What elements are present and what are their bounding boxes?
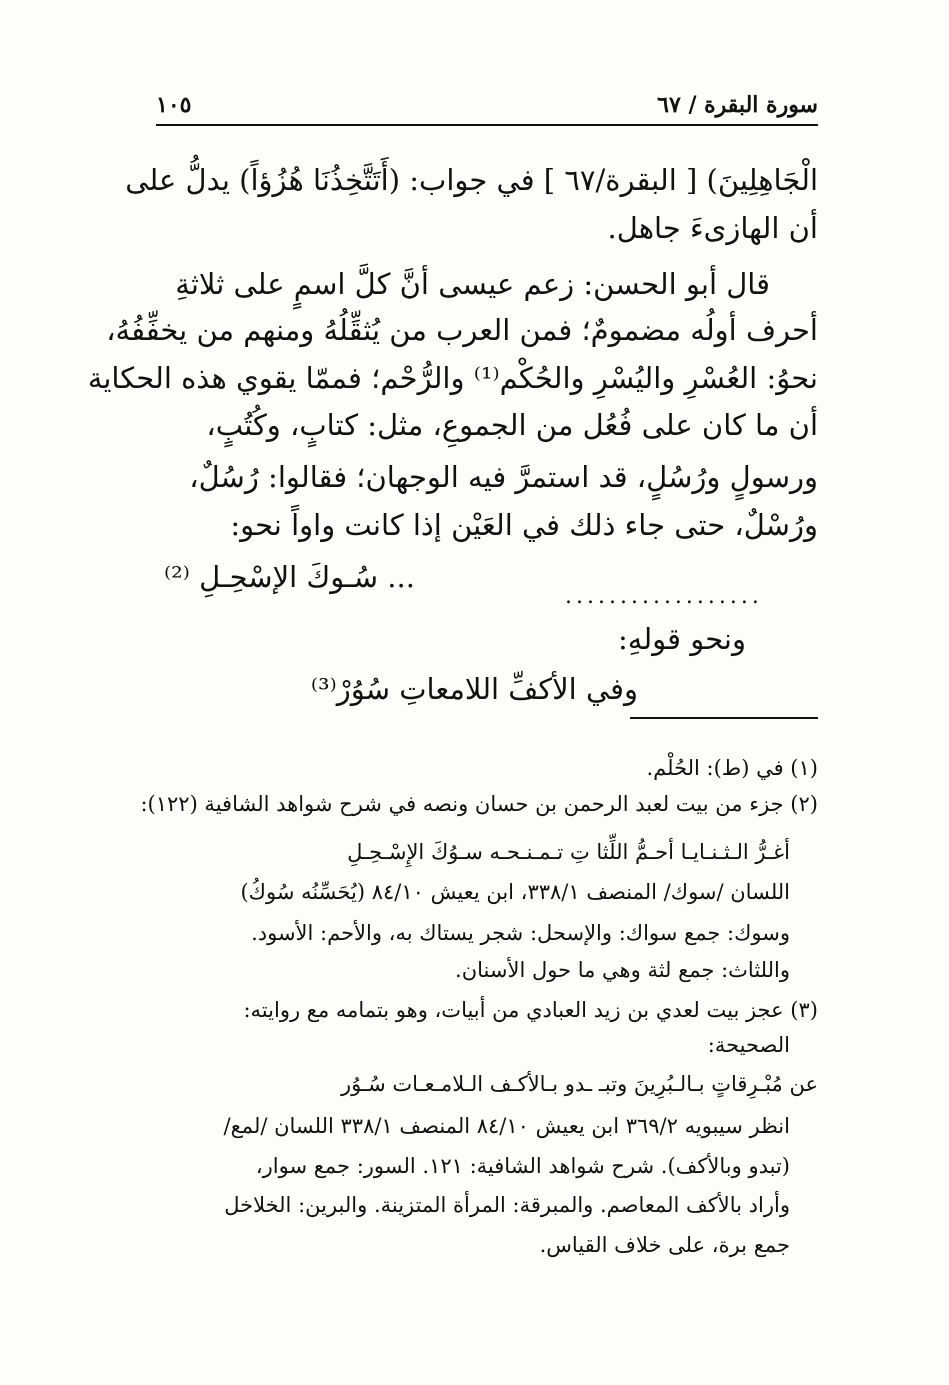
footnote-line: عن مُبْـرِقاتٍ بـالـبُرِينَ وتبـ ـدو بـالأكـف الـلامـعـات سُـوُر	[340, 1072, 818, 1096]
intro-line: ونحو قولهِ:	[618, 622, 746, 656]
footnote-line: الصحيحة:	[707, 1033, 790, 1057]
footnote-line: (١) في (ط): الحُلْم.	[646, 756, 818, 780]
verse-line: وفي الأكفِّ اللامعاتِ سُوُرْ⁽³⁾	[310, 672, 638, 706]
footnote-line: انظر سيبويه ٣٦٩/٢ ابن يعيش ٨٤/١٠ المنصف ٣٣٨/١ اللسان /لمع/	[223, 1114, 790, 1138]
text-line: ورسولٍ ورُسُلٍ، قد استمرَّ فيه الوجهان؛ فقالوا: رُسُلٌ،	[189, 460, 818, 494]
footnote-line: أغـرُّ الـثـنـايـا أحـمُّ اللِّثا تِ تـمـنـحـه سـوُكَ الإِسْـحِـلِ	[347, 840, 790, 864]
text-line: نحوُ: العُسْرِ واليُسْرِ والحُكْم⁽¹⁾ والرُّحْم؛ فممّا يقوي هذه الحكاية	[87, 361, 818, 395]
footnote-line: (٣) عجز بيت لعدي بن زيد العبادي من أبيات، وهو بتمامه مع روايته:	[243, 998, 818, 1022]
verse-dots: ..................	[565, 584, 763, 609]
page-number: ١٠٥	[156, 92, 192, 118]
footnote-line: (تبدو وبالأكف). شرح شواهد الشافية: ١٢١. السور: جمع سوار،	[255, 1154, 790, 1178]
footnote-line: وأراد بالأكف المعاصم. والمبرقة: المرأة المتزينة. والبرين: الخلاخل	[224, 1193, 790, 1217]
page-header	[156, 88, 818, 126]
header-rule	[156, 124, 818, 126]
verse-half-line: ... سُـوكَ الإسْحِـلِ ⁽²⁾	[164, 560, 415, 594]
text-line: ورُسْلٌ، حتى جاء ذلك في العَيْن إذا كانت واواً نحو:	[230, 508, 818, 542]
footnote-line: اللسان /سوك/ المنصف ٣٣٨/١، ابن يعيش ٨٤/١٠ (يُحَسِّنُه سُوكُ)	[240, 880, 790, 904]
footnote-line: وسوك: جمع سواك: والإسحل: شجر يستاك به، والأحم: الأسود.	[251, 921, 790, 945]
text-line: الْجَاهِلِينَ) [ البقرة/٦٧ ] في جواب: (أَتَتَّخِذُنَا هُزُؤاً) يدلُّ على	[125, 163, 818, 197]
text-line: أحرف أولُه مضمومٌ؛ فمن العرب من يُثقِّلُهُ ومنهم من يخفِّفُهُ،	[106, 313, 818, 347]
text-line: أن الهازىءَ جاهل.	[607, 211, 818, 245]
footnote-separator	[630, 717, 818, 719]
footnote-line: واللثاث: جمع لثة وهي ما حول الأسنان.	[455, 958, 790, 982]
text-line: أن ما كان على فُعُل من الجموعِ، مثل: كتابٍ، وكُتُبٍ،	[206, 408, 818, 442]
running-title: سورة البقرة / ٦٧	[657, 92, 818, 118]
text-line: قال أبو الحسن: زعم عيسى أنَّ كلَّ اسمٍ على ثلاثةِ	[175, 267, 770, 301]
footnote-line: جمع برة، على خلاف القياس.	[539, 1233, 790, 1257]
footnote-line: (٢) جزء من بيت لعبد الرحمن بن حسان ونصه في شرح شواهد الشافية (١٢٢):	[140, 792, 818, 816]
